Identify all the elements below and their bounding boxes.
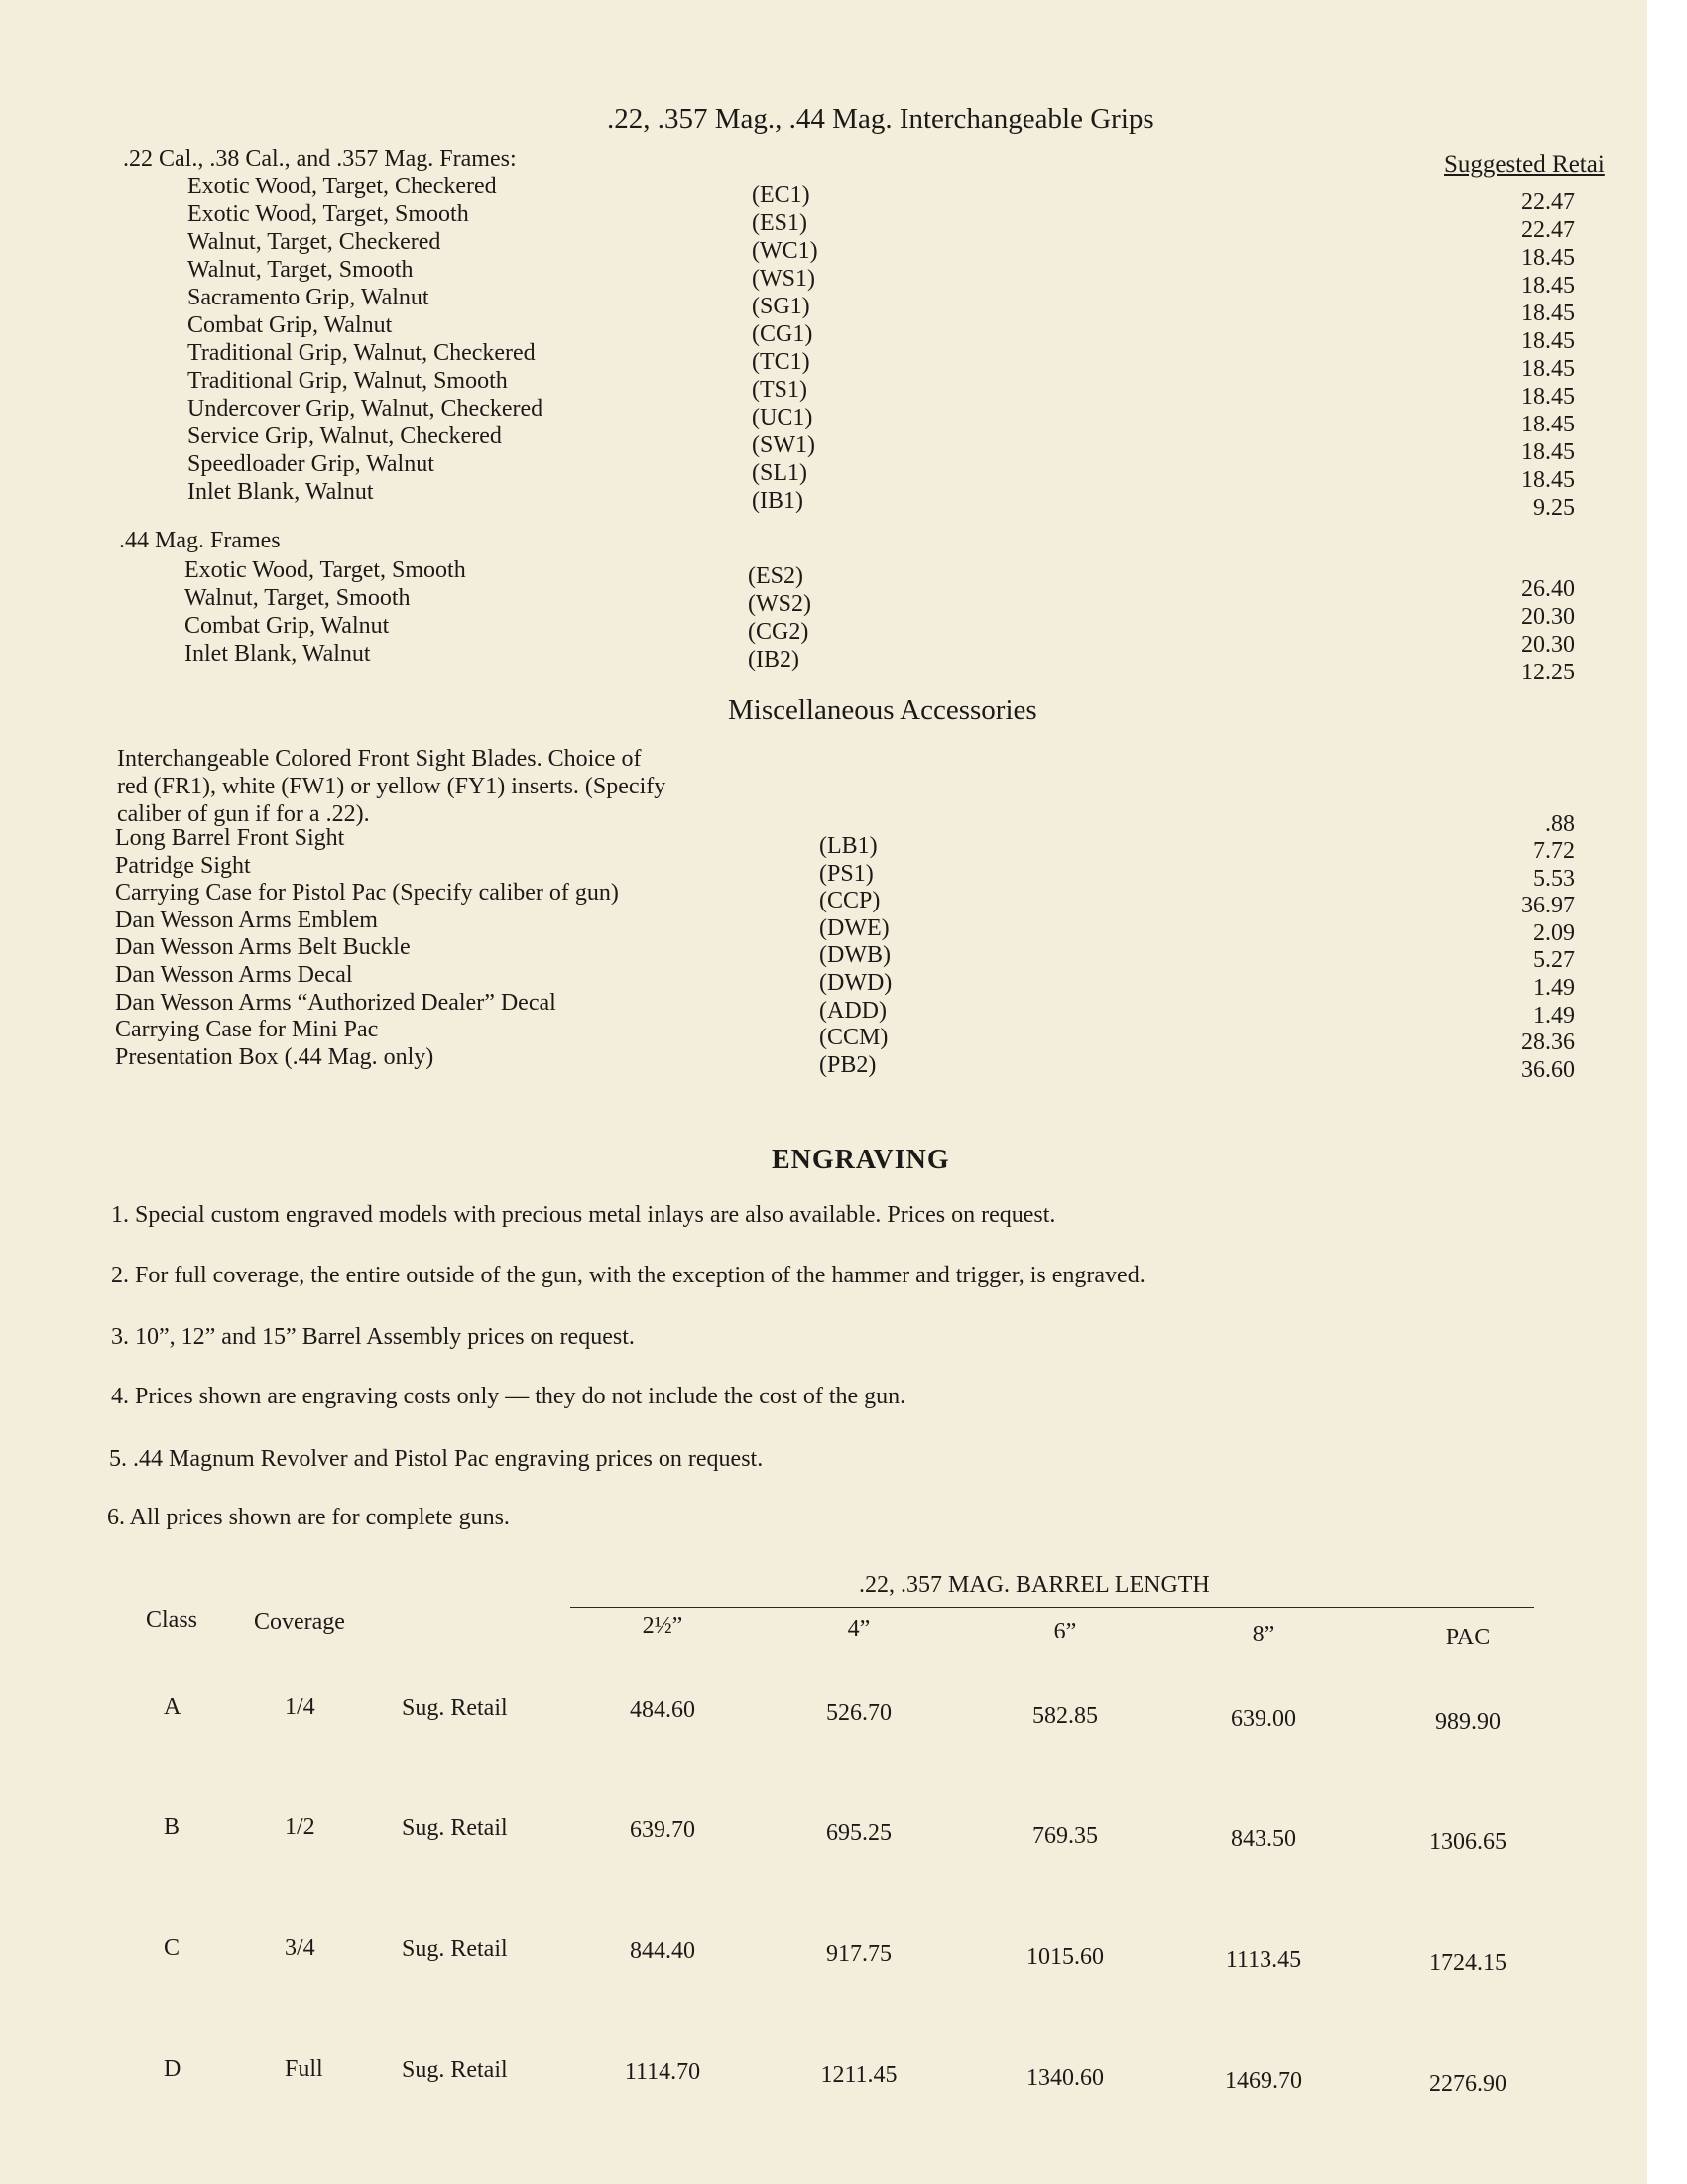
- grip-item-price: 22.47: [1521, 217, 1575, 243]
- page-edge: [1647, 0, 1687, 2184]
- accessory-intro-line: Interchangeable Colored Front Sight Blades. Choice of: [117, 746, 642, 772]
- grip-item-price: 20.30: [1521, 604, 1575, 630]
- accessory-intro-line: red (FR1), white (FW1) or yellow (FY1) inserts. (Specify: [117, 774, 666, 799]
- grip-item-price: 18.45: [1521, 467, 1575, 493]
- accessory-item-price: 36.60: [1521, 1056, 1575, 1083]
- engraving-price: 582.85: [1032, 1703, 1098, 1729]
- grips-title: .22, .357 Mag., .44 Mag. Interchangeable Grips: [607, 103, 1154, 135]
- accessory-item-code: (CCM): [819, 1025, 889, 1051]
- engraving-row-label: Sug. Retail: [402, 1815, 508, 1841]
- barrel-length-col-header: 8”: [1252, 1622, 1275, 1647]
- grip-item-code: (IB1): [752, 488, 803, 514]
- engraving-price: 695.25: [826, 1820, 892, 1846]
- engraving-price: 1113.45: [1225, 1947, 1302, 1973]
- grip-item-code: (WS2): [748, 591, 811, 617]
- grip-item-price: 22.47: [1521, 189, 1575, 215]
- accessory-item-price: 1.49: [1533, 975, 1575, 1001]
- engraving-price: 1211.45: [820, 2062, 898, 2088]
- grip-item-name: Exotic Wood, Target, Smooth: [187, 201, 469, 227]
- grip-item-code: (SW1): [752, 432, 815, 458]
- accessory-item-code: (PS1): [819, 860, 874, 887]
- grip-item-code: (TS1): [752, 377, 807, 403]
- grip-item-name: Combat Grip, Walnut: [187, 312, 393, 338]
- accessory-item-name: Patridge Sight: [115, 852, 251, 879]
- engraving-class: D: [164, 2056, 181, 2082]
- engraving-price: 769.35: [1032, 1823, 1098, 1849]
- accessory-item-price: 28.36: [1521, 1030, 1575, 1056]
- engraving-note: 4. Prices shown are engraving costs only — they do not include the cost of the gun.: [111, 1384, 906, 1409]
- grip-item-code: (UC1): [752, 405, 813, 430]
- grip-item-name: Walnut, Target, Smooth: [187, 257, 414, 283]
- accessory-item-name: Dan Wesson Arms Emblem: [115, 907, 378, 933]
- grip-item-name: Speedloader Grip, Walnut: [187, 451, 434, 477]
- grip-item-code: (ES1): [752, 210, 807, 236]
- engraving-row-label: Sug. Retail: [402, 1936, 508, 1962]
- engraving-coverage: 1/4: [285, 1694, 315, 1720]
- grip-item-code: (IB2): [748, 647, 799, 672]
- grip-item-name: Inlet Blank, Walnut: [187, 479, 374, 505]
- engraving-price: 484.60: [630, 1697, 695, 1723]
- grip-item-name: Exotic Wood, Target, Checkered: [187, 174, 497, 199]
- accessories-title: Miscellaneous Accessories: [728, 694, 1037, 726]
- col-coverage-header: Coverage: [254, 1609, 345, 1635]
- grip-item-name: Traditional Grip, Walnut, Checkered: [187, 340, 536, 366]
- grip-item-code: (CG1): [752, 321, 813, 347]
- engraving-row-label: Sug. Retail: [402, 2057, 508, 2083]
- engraving-note: 3. 10”, 12” and 15” Barrel Assembly prices on request.: [111, 1324, 635, 1350]
- grips-group1-label: .22 Cal., .38 Cal., and .357 Mag. Frames:: [123, 146, 517, 172]
- grip-item-code: (WS1): [752, 266, 815, 292]
- accessory-item-price: 1.49: [1533, 1002, 1575, 1029]
- grip-item-code: (ES2): [748, 563, 803, 589]
- grip-item-price: 18.45: [1521, 384, 1575, 410]
- engraving-note: 5. .44 Magnum Revolver and Pistol Pac engraving prices on request.: [109, 1446, 764, 1472]
- accessory-item-code: (PB2): [819, 1051, 877, 1078]
- grip-item-name: Inlet Blank, Walnut: [184, 641, 371, 667]
- engraving-coverage: 3/4: [285, 1935, 315, 1961]
- engraving-title: ENGRAVING: [772, 1145, 950, 1175]
- grip-item-price: 18.45: [1521, 439, 1575, 465]
- grip-item-code: (TC1): [752, 349, 810, 375]
- engraving-price: 1306.65: [1429, 1829, 1506, 1855]
- engraving-price: 844.40: [630, 1938, 695, 1964]
- engraving-price: 639.70: [630, 1817, 695, 1843]
- engraving-note: 2. For full coverage, the entire outside of the gun, with the exception of the hammer and trigger, is engraved.: [111, 1263, 1145, 1288]
- accessory-item-name: Dan Wesson Arms Decal: [115, 962, 353, 988]
- grip-item-price: 12.25: [1521, 660, 1575, 685]
- engraving-row-label: Sug. Retail: [402, 1695, 508, 1721]
- accessory-item-code: (ADD): [819, 997, 887, 1024]
- accessories-intro-price: .88: [1545, 811, 1575, 837]
- accessory-item-code: (DWB): [819, 942, 891, 969]
- grip-item-code: (EC1): [752, 182, 810, 208]
- accessory-item-name: Dan Wesson Arms “Authorized Dealer” Decal: [115, 989, 556, 1016]
- barrel-length-col-header: 2½”: [642, 1613, 683, 1638]
- engraving-price: 639.00: [1231, 1706, 1296, 1732]
- barrel-length-rule: [570, 1607, 1534, 1608]
- barrel-length-col-header: 4”: [847, 1616, 871, 1641]
- accessory-item-name: Dan Wesson Arms Belt Buckle: [115, 934, 411, 961]
- engraving-price: 526.70: [826, 1700, 892, 1726]
- grips-group2-label: .44 Mag. Frames: [119, 528, 281, 553]
- grip-item-code: (CG2): [748, 619, 809, 645]
- grip-item-name: Undercover Grip, Walnut, Checkered: [187, 396, 543, 422]
- accessory-item-code: (DWE): [819, 914, 890, 941]
- engraving-price: 917.75: [826, 1941, 892, 1967]
- engraving-note: 6. All prices shown are for complete guns.: [107, 1505, 510, 1530]
- engraving-price: 1724.15: [1429, 1950, 1506, 1976]
- engraving-class: B: [164, 1814, 181, 1840]
- accessory-item-price: 36.97: [1521, 893, 1575, 919]
- grip-item-name: Service Grip, Walnut, Checkered: [187, 424, 502, 449]
- engraving-price: 1340.60: [1026, 2065, 1104, 2091]
- grip-item-code: (SL1): [752, 460, 807, 486]
- accessory-item-price: 2.09: [1533, 919, 1575, 946]
- grip-item-code: (SG1): [752, 294, 810, 319]
- accessory-item-code: (CCP): [819, 888, 881, 914]
- accessory-item-name: Long Barrel Front Sight: [115, 825, 345, 851]
- accessory-item-price: 5.27: [1533, 947, 1575, 974]
- accessory-item-code: (LB1): [819, 833, 878, 859]
- engraving-class: C: [164, 1935, 181, 1961]
- engraving-price: 843.50: [1231, 1826, 1296, 1852]
- grip-item-price: 18.45: [1521, 328, 1575, 354]
- grip-item-name: Walnut, Target, Smooth: [184, 585, 411, 611]
- accessory-item-name: Carrying Case for Pistol Pac (Specify caliber of gun): [115, 880, 619, 907]
- engraving-price: 1114.70: [624, 2059, 701, 2085]
- accessory-item-price: 7.72: [1533, 838, 1575, 864]
- grip-item-price: 20.30: [1521, 632, 1575, 658]
- grip-item-price: 9.25: [1533, 495, 1575, 521]
- col-class-header: Class: [146, 1607, 198, 1633]
- grip-item-name: Sacramento Grip, Walnut: [187, 285, 429, 310]
- accessory-item-name: Carrying Case for Mini Pac: [115, 1017, 379, 1043]
- engraving-price: 1469.70: [1225, 2068, 1302, 2094]
- engraving-class: A: [164, 1694, 181, 1720]
- engraving-coverage: Full: [285, 2056, 323, 2082]
- barrel-length-header: .22, .357 MAG. BARREL LENGTH: [859, 1572, 1210, 1598]
- grip-item-price: 18.45: [1521, 301, 1575, 326]
- engraving-price: 2276.90: [1429, 2071, 1506, 2097]
- grip-item-price: 18.45: [1521, 412, 1575, 437]
- accessory-item-name: Presentation Box (.44 Mag. only): [115, 1043, 434, 1070]
- grip-item-price: 18.45: [1521, 356, 1575, 382]
- engraving-price: 989.90: [1435, 1709, 1501, 1735]
- grip-item-code: (WC1): [752, 238, 818, 264]
- grip-item-price: 26.40: [1521, 576, 1575, 602]
- suggested-retail-header: Suggested Retai: [1444, 151, 1605, 178]
- barrel-length-col-header: PAC: [1445, 1625, 1491, 1650]
- engraving-note: 1. Special custom engraved models with precious metal inlays are also available. Prices on request.: [111, 1202, 1056, 1228]
- accessory-item-price: 5.53: [1533, 865, 1575, 892]
- grip-item-price: 18.45: [1521, 273, 1575, 299]
- barrel-length-col-header: 6”: [1053, 1619, 1077, 1644]
- grip-item-name: Exotic Wood, Target, Smooth: [184, 557, 466, 583]
- grip-item-price: 18.45: [1521, 245, 1575, 271]
- accessory-item-code: (DWD): [819, 970, 893, 996]
- grip-item-name: Combat Grip, Walnut: [184, 613, 390, 639]
- engraving-price: 1015.60: [1026, 1944, 1104, 1970]
- accessory-intro-line: caliber of gun if for a .22).: [117, 801, 370, 827]
- engraving-coverage: 1/2: [285, 1814, 315, 1840]
- grip-item-name: Traditional Grip, Walnut, Smooth: [187, 368, 508, 394]
- grip-item-name: Walnut, Target, Checkered: [187, 229, 441, 255]
